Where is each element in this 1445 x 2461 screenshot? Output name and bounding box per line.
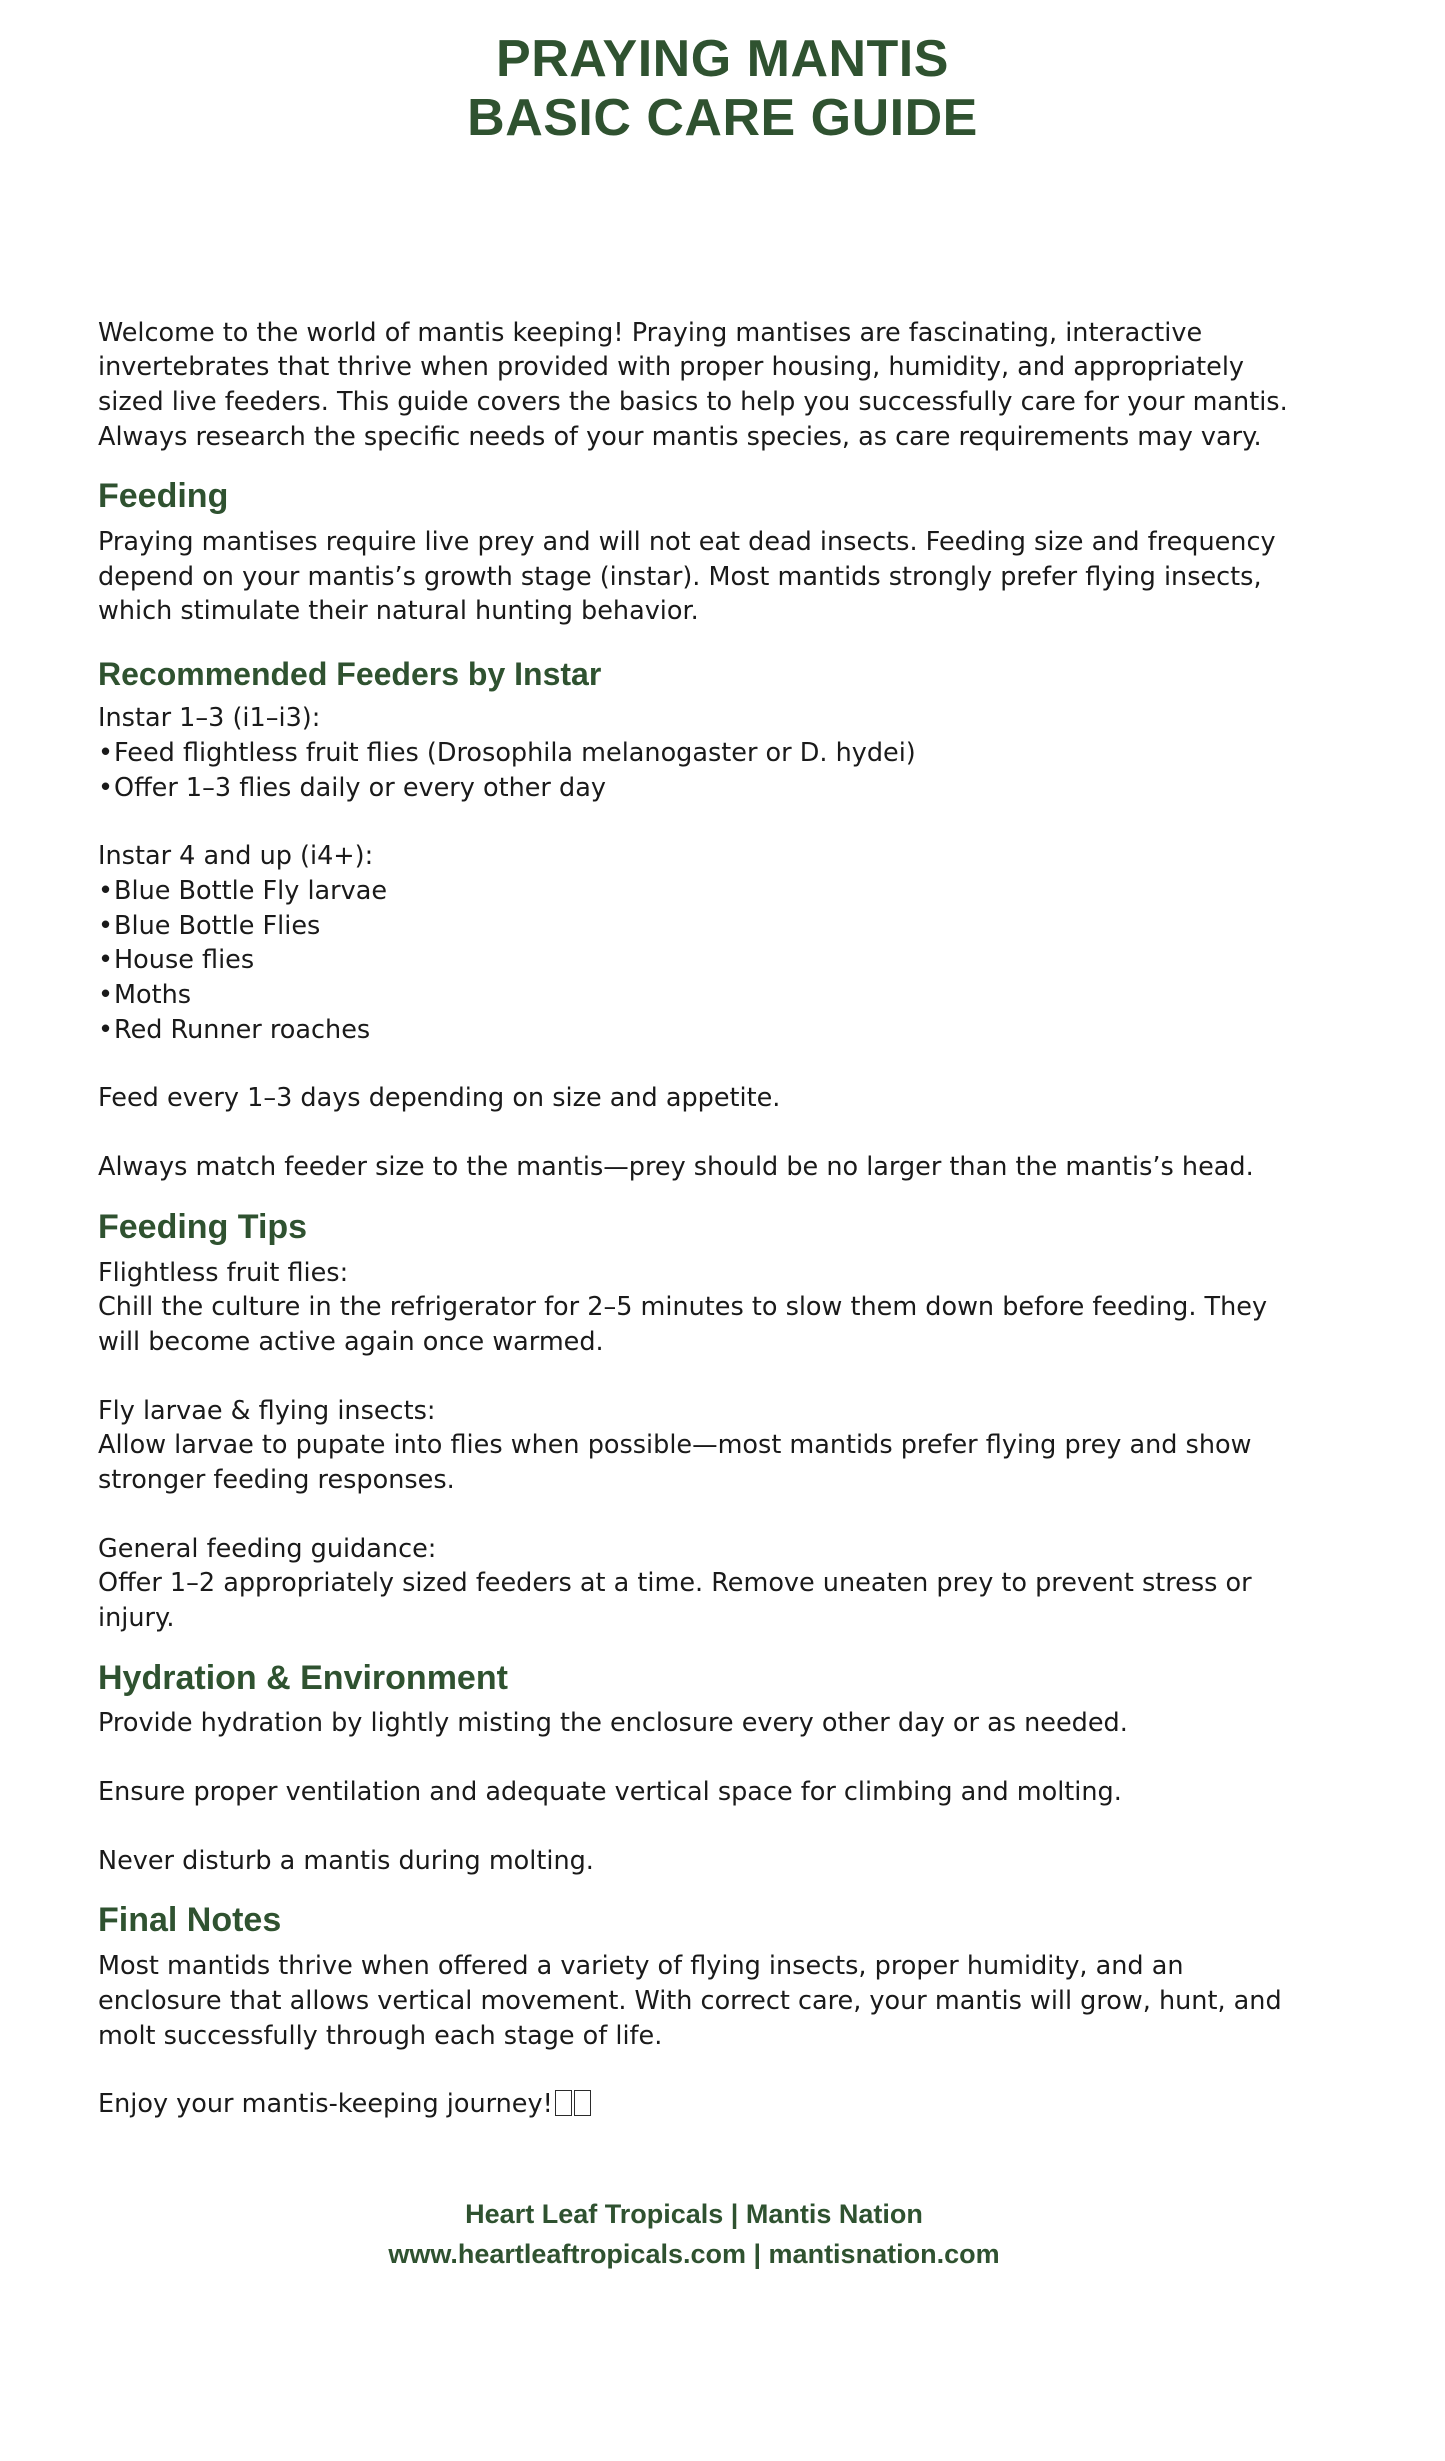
footer-websites[interactable]: www.heartleaftropicals.com | mantisnation.com	[388, 2239, 1000, 2270]
tip-label-general-guidance: General feeding guidance:	[98, 1533, 437, 1564]
list-item	[98, 943, 1290, 978]
list-item-label: Moths	[114, 980, 192, 1011]
missing-glyph-icon	[555, 2090, 572, 2116]
list-item-label: Feed flightless fruit flies (Drosophila melanogaster or D. hydei)	[114, 738, 916, 769]
feeding-paragraph: Praying mantises require live prey and will not eat dead insects. Feeding size and frequency depend on your mantis’s growth stage (instar). Most mantids strongly prefer flying insects, which stimulate their natural hunting behavior.	[98, 526, 1276, 627]
spacer	[98, 1360, 1290, 1394]
heading-final-notes: Final Notes	[98, 1901, 282, 1940]
heading-hydration-environment: Hydration & Environment	[98, 1658, 508, 1697]
list-item-label: Offer 1–3 flies daily or every other day	[114, 772, 606, 803]
tip-label-fly-larvae: Fly larvae & flying insects:	[98, 1395, 436, 1426]
feeder-size-note: Always match feeder size to the mantis—prey should be no larger than the mantis’s head.	[98, 1152, 1254, 1183]
spacer	[98, 1810, 1290, 1844]
document-body	[98, 148, 1290, 2275]
instar-group-2-list	[98, 874, 1290, 1047]
bullet-icon: •	[98, 945, 114, 976]
instar-group-1-list	[98, 736, 1290, 805]
list-item	[98, 909, 1290, 944]
footer-brand: Heart Leaf Tropicals | Mantis Nation	[465, 2198, 923, 2229]
list-item	[98, 978, 1290, 1013]
missing-glyph-icon	[574, 2090, 591, 2116]
list-item-label: Blue Bottle Fly larvae	[114, 876, 388, 907]
feeding-frequency-note: Feed every 1–3 days depending on size and appetite.	[98, 1083, 781, 1114]
tip-text-flightless-fruit-flies: Chill the culture in the refrigerator for 2–5 minutes to slow them down before feeding. They will become active again once warmed.	[98, 1292, 1268, 1357]
list-item-label: Red Runner roaches	[114, 1014, 371, 1045]
spacer	[98, 1741, 1290, 1775]
hydration-paragraph-1: Provide hydration by lightly misting the enclosure every other day or as needed.	[98, 1708, 1128, 1739]
bullet-icon: •	[98, 910, 114, 941]
spacer	[98, 1047, 1290, 1081]
tip-text-fly-larvae: Allow larvae to pupate into flies when possible—most mantids prefer flying prey and show stronger feeding responses.	[98, 1430, 1252, 1495]
list-item	[98, 1013, 1290, 1048]
bullet-icon: •	[98, 738, 114, 769]
bullet-icon: •	[98, 1014, 114, 1045]
bullet-icon: •	[98, 772, 114, 803]
list-item-label: House flies	[114, 945, 255, 976]
document-title	[0, 0, 1445, 148]
spacer	[98, 2053, 1290, 2087]
spacer	[98, 1116, 1290, 1150]
instar-group-1-label: Instar 1–3 (i1–i3):	[98, 703, 321, 734]
tip-label-flightless-fruit-flies: Flightless fruit flies:	[98, 1257, 349, 1288]
spacer	[98, 1498, 1290, 1532]
spacer	[98, 805, 1290, 839]
closing-text: Enjoy your mantis-keeping journey!	[98, 2089, 553, 2120]
final-notes-paragraph: Most mantids thrive when offered a variety of flying insects, proper humidity, and an enclosure that allows vertical movement. With correct care, your mantis will grow, hunt, and molt successfully through each stage of life.	[98, 1951, 1282, 2051]
intro-paragraph: Welcome to the world of mantis keeping! Praying mantises are fascinating, interactive invertebrates that thrive when provided with proper housing, humidity, and appropriately sized live feeders. This guide covers the basics to help you successfully care for your mantis. Always research the specific needs of your mantis species, as care requirements may vary.	[98, 317, 1288, 452]
footer	[98, 2194, 1290, 2275]
title-line-2: BASIC CARE GUIDE	[467, 88, 978, 147]
closing-line	[98, 2087, 1290, 2122]
hydration-paragraph-2: Ensure proper ventilation and adequate vertical space for climbing and molting.	[98, 1777, 1122, 1808]
bullet-icon: •	[98, 980, 114, 1011]
heading-feeding-tips: Feeding Tips	[98, 1207, 308, 1246]
tip-text-general-guidance: Offer 1–2 appropriately sized feeders at a time. Remove uneaten prey to prevent stress or injury.	[98, 1568, 1252, 1633]
title-line-1: PRAYING MANTIS	[496, 30, 949, 88]
bullet-icon: •	[98, 876, 114, 907]
heading-recommended-feeders: Recommended Feeders by Instar	[98, 656, 602, 692]
instar-group-2-label: Instar 4 and up (i4+):	[98, 841, 374, 872]
list-item	[98, 771, 1290, 806]
list-item-label: Blue Bottle Flies	[114, 910, 321, 941]
list-item	[98, 736, 1290, 771]
hydration-paragraph-3: Never disturb a mantis during molting.	[98, 1845, 594, 1876]
list-item	[98, 874, 1290, 909]
heading-feeding: Feeding	[98, 477, 229, 516]
